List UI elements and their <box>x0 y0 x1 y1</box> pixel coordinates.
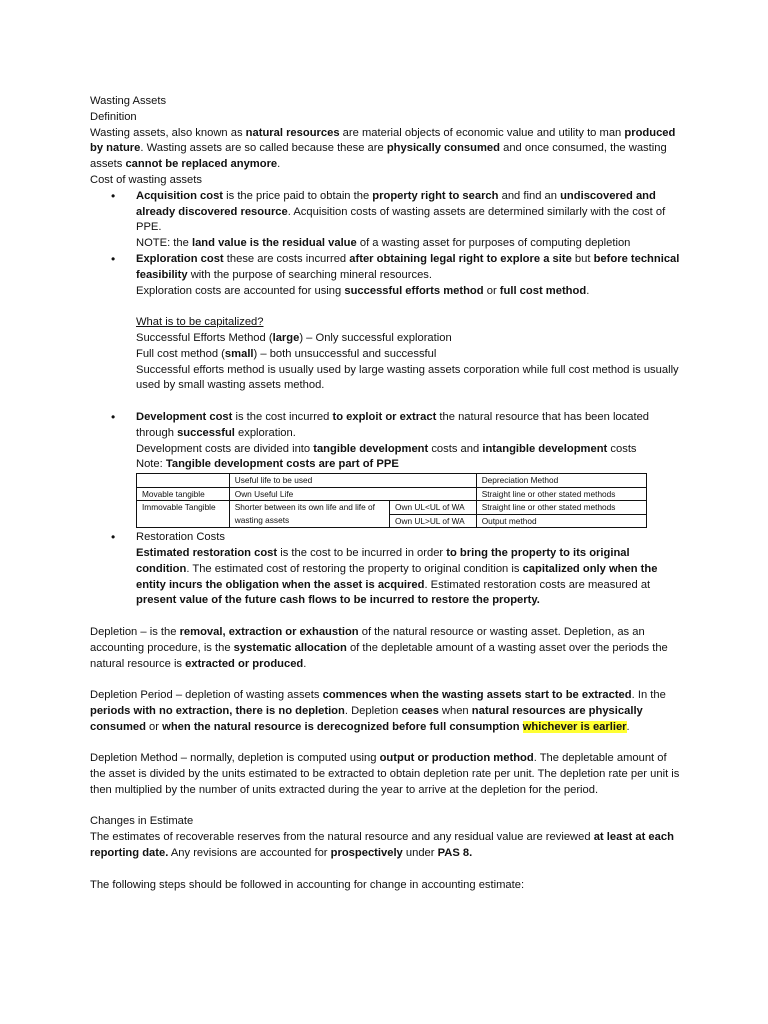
restoration-list <box>90 530 680 609</box>
depletion-paragraph: Depletion – is the removal, extraction or exhaustion of the natural resource or wasting asset. Depletion, as an accounting procedure, is the systematic allocation of the depletable amount of a wasting asset over the periods the natural resource is extracted or produced. <box>90 625 668 670</box>
section-heading-cost: Cost of wasting assets <box>90 173 202 186</box>
table-cell-useful: Own Useful Life <box>229 487 476 501</box>
acquisition-note: NOTE: the land value is the residual value of a wasting asset for purposes of computing depletion <box>136 237 631 250</box>
table-header-row <box>137 474 647 488</box>
list-item-development: • Development cost is the cost incurred to exploit or extract the natural resource that has been located through successful exploration. Development costs are divided into tangible development costs and intangible development costs Note: Tangible development costs are part of PPE <box>90 410 680 473</box>
table-row <box>137 501 647 515</box>
table-cell-immovable: Immovable Tangible <box>137 501 230 528</box>
table-cell-method: Straight line or other stated methods <box>476 487 646 501</box>
list-item-exploration: • Exploration cost these are costs incurred after obtaining legal right to explore a site but before technical feasibility with the purpose of searching mineral resources. Exploration costs are accounted for using successful efforts method or full cost method. What is to be capitalized? Successful Efforts Method (large) – Only successful exploration Full cost method (small) – both unsuccessful and successful Successful efforts method is usually used by large wasting assets corporation while full cost method is usually used by small wasting assets method. <box>90 252 680 410</box>
depreciation-table <box>136 473 647 528</box>
table-header-depreciation: Depreciation Method <box>476 474 646 488</box>
table-cell-sub1: Own UL<UL of WA <box>390 501 477 515</box>
depletion-period-paragraph: Depletion Period – depletion of wasting assets commences when the wasting assets start to be extracted. In the periods with no extraction, there is no depletion. Depletion ceases when natural resources are physically consumed or when the natural resource is derecognized before full consumption whichever is earlier. <box>90 689 666 733</box>
capitalized-heading: What is to be capitalized? <box>136 316 264 329</box>
table-cell-shorter: Shorter between its own life and life of wasting assets <box>229 501 389 528</box>
section-heading-definition: Definition <box>90 110 137 123</box>
changes-paragraph: The estimates of recoverable reserves from the natural resource and any residual value are reviewed at least at each reporting date. Any revisions are accounted for prospectively under PAS 8. <box>90 831 674 860</box>
table-cell-sub2: Own UL>UL of WA <box>390 514 477 528</box>
table-header-blank <box>137 474 230 488</box>
highlight: whichever is earlier <box>522 720 627 733</box>
depletion-method-paragraph: Depletion Method – normally, depletion is computed using output or production method. The depletable amount of the asset is divided by the units estimated to be extracted to obtain depletion rate per unit. The depletion rate per unit is then multiplied by the number of units extracted during the year to arrive at the depletion for the period. <box>90 752 680 796</box>
table-cell-method: Straight line or other stated methods <box>476 501 646 515</box>
document-page <box>90 94 680 893</box>
table-cell-method: Output method <box>476 514 646 528</box>
table-cell-movable: Movable tangible <box>137 487 230 501</box>
steps-paragraph: The following steps should be followed in accounting for change in accounting estimate: <box>90 878 525 891</box>
table-row <box>137 487 647 501</box>
cost-list <box>90 189 680 473</box>
definition-paragraph: Wasting assets, also known as natural resources are material objects of economic value and utility to man produced by nature. Wasting assets are so called because these are physically consumed and once consumed, the wasting assets cannot be replaced anymore. <box>90 126 676 171</box>
table-header-useful-life: Useful life to be used <box>229 474 476 488</box>
list-item-restoration: • Restoration Costs Estimated restoration cost is the cost to be incurred in order to bring the property to its original condition. The estimated cost of restoring the property to original condition is capitalized only when the entity incurs the obligation when the asset is acquired. Estimated restoration costs are measured at present value of the future cash flows to be incurred to restore the property. <box>90 530 680 609</box>
list-item-acquisition: • Acquisition cost is the price paid to obtain the property right to search and find an undiscovered and already discovered resource. Acquisition costs of wasting assets are determined similarly with the cost of PPE. NOTE: the land value is the residual value of a wasting asset for purposes of computing depletion <box>90 189 680 252</box>
doc-title: Wasting Assets <box>90 95 167 107</box>
changes-heading: Changes in Estimate <box>90 815 194 828</box>
